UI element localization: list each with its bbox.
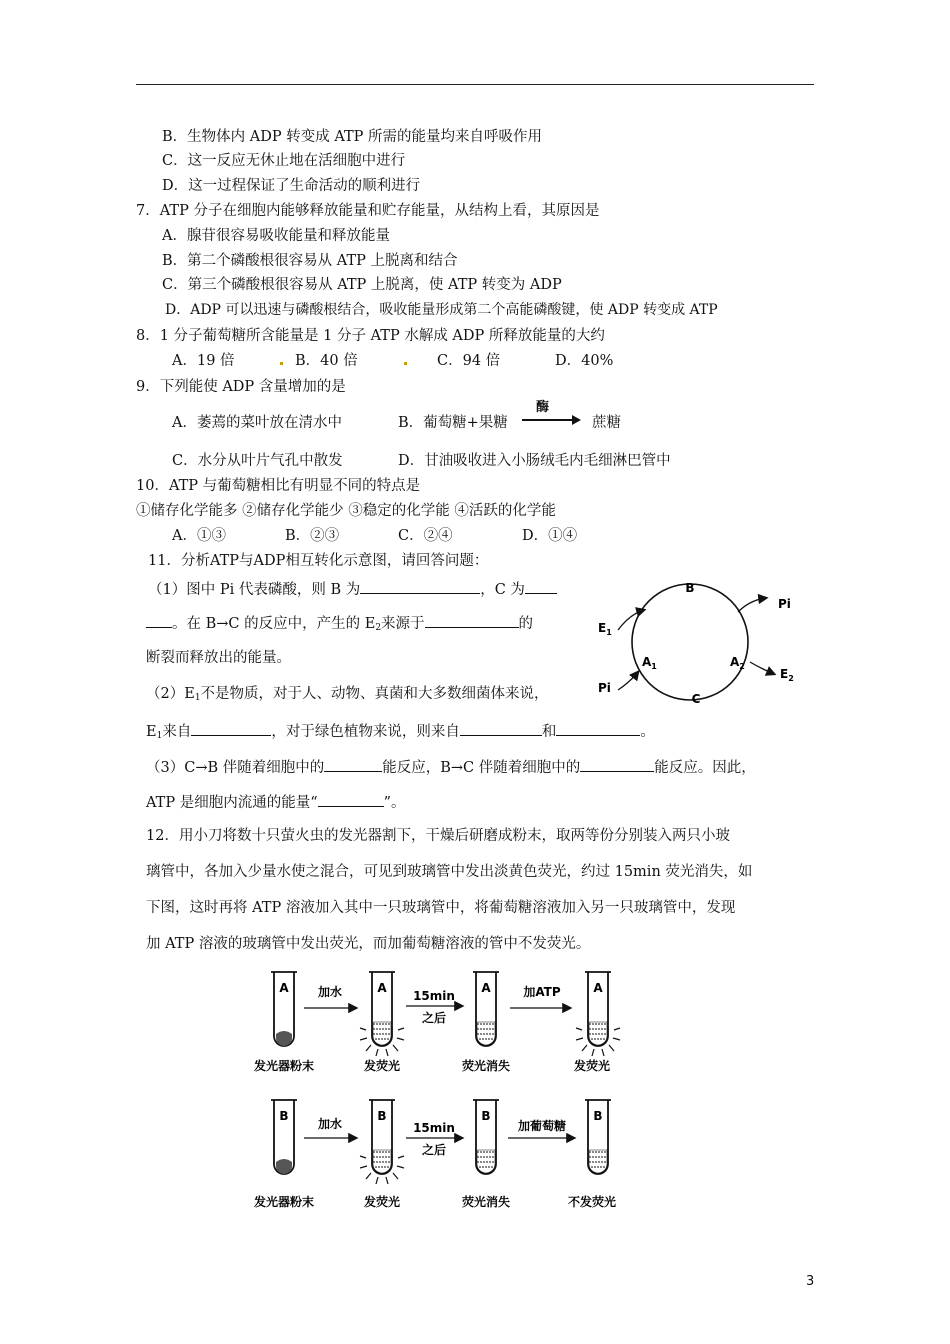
caption-glow: 发荧光 bbox=[363, 1059, 401, 1073]
q11-text: ATP 是细胞内流通的能量“ bbox=[146, 795, 318, 811]
q8-option-c: C．94 倍 bbox=[437, 353, 501, 369]
q9-option-c: C．水分从叶片气孔中散发 bbox=[172, 453, 343, 469]
blank-plant-2[interactable] bbox=[556, 720, 640, 736]
tube-a-label: A bbox=[481, 981, 491, 995]
q8-stem: 8．1 分子葡萄糖所含能量是 1 分子 ATP 水解成 ADP 所释放能量的大约 bbox=[136, 328, 605, 344]
q6-option-b: B．生物体内 ADP 转变成 ATP 所需的能量均来自呼吸作用 bbox=[162, 129, 543, 145]
cycle-label-a2: $A_2$ bbox=[730, 655, 745, 671]
tube-a-label: A bbox=[593, 981, 603, 995]
q11-text: ，对于绿色植物来说，则来自 bbox=[271, 724, 460, 740]
reaction-arrow-icon bbox=[520, 414, 582, 426]
blank-e2-source[interactable] bbox=[425, 612, 519, 628]
firefly-experiment-figure bbox=[240, 966, 640, 1216]
arrow-pi-out-icon bbox=[738, 598, 766, 612]
step-add-glucose: 加葡萄糖 bbox=[517, 1119, 567, 1133]
step-add-water: 加水 bbox=[317, 1117, 343, 1131]
enzyme-label: 酶 bbox=[536, 400, 550, 415]
blank-b[interactable] bbox=[360, 578, 480, 594]
q6-option-d: D．这一过程保证了生命活动的顺利进行 bbox=[162, 178, 421, 194]
step-time: 15min bbox=[413, 1121, 455, 1135]
cycle-label-b: B bbox=[685, 581, 695, 595]
q11-text: （1）图中 Pi 代表磷酸，则 B 为 bbox=[148, 582, 361, 598]
q10-option-b: B．②③ bbox=[285, 528, 340, 544]
q9-option-b-product: 蔗糖 bbox=[592, 415, 621, 431]
q11-text: E bbox=[146, 724, 157, 740]
tube-b-label: B bbox=[279, 1109, 289, 1123]
cycle-label-e2: $E_2$ bbox=[780, 667, 794, 683]
caption-glow: 发荧光 bbox=[573, 1059, 611, 1073]
q11-text: 来源于 bbox=[381, 616, 425, 632]
q9-stem: 9．下列能使 ADP 含量增加的是 bbox=[136, 379, 346, 395]
blank-c-cont[interactable] bbox=[146, 612, 172, 628]
caption-glow: 发荧光 bbox=[363, 1195, 401, 1209]
q11-part2-line1 bbox=[146, 684, 549, 708]
q12-line3: 下图，这时再将 ATP 溶液加入其中一只玻璃管中，将葡萄糖溶液加入另一只玻璃管中，发现 bbox=[146, 900, 736, 916]
q10-option-d: D．①④ bbox=[522, 528, 578, 544]
tube-b-label: B bbox=[593, 1109, 603, 1123]
q7-option-a: A．腺苷很容易吸收能量和释放能量 bbox=[162, 228, 390, 244]
q11-text: （2）E bbox=[146, 686, 195, 702]
q10-stem: 10．ATP 与葡萄糖相比有明显不同的特点是 bbox=[136, 478, 421, 494]
q11-part1-line1 bbox=[148, 578, 557, 600]
q9-option-d: D．甘油吸收进入小肠绒毛内毛细淋巴管中 bbox=[398, 453, 671, 469]
step-time: 15min bbox=[413, 989, 455, 1003]
page-number: 3 bbox=[806, 1274, 815, 1289]
blank-c-to-b[interactable] bbox=[324, 756, 382, 772]
q7-stem: 7．ATP 分子在细胞内能够释放能量和贮存能量，从结构上看，其原因是 bbox=[136, 203, 600, 219]
q7-option-c: C．第三个磷酸根很容易从 ATP 上脱离，使 ATP 转变为 ADP bbox=[162, 277, 562, 293]
cycle-label-e1: $E_1$ bbox=[598, 621, 612, 637]
cycle-circle bbox=[632, 584, 748, 700]
mark-dot bbox=[280, 362, 283, 365]
step-after: 之后 bbox=[421, 1011, 447, 1025]
q11-part1-line2 bbox=[146, 612, 533, 638]
q11-stem: 11．分析ATP与ADP相互转化示意图，请回答问题： bbox=[148, 553, 489, 569]
subscript: 1 bbox=[194, 693, 201, 703]
caption-gone: 荧光消失 bbox=[461, 1059, 511, 1073]
q11-part2-line2 bbox=[146, 720, 655, 746]
q6-option-c: C．这一反应无休止地在活细胞中进行 bbox=[162, 153, 406, 169]
q9-option-a: A．萎蔫的菜叶放在清水中 bbox=[172, 415, 342, 431]
q11-text: （3）C→B 伴随着细胞中的 bbox=[146, 760, 325, 776]
tube-a-label: A bbox=[377, 981, 387, 995]
arrow-pi-in-icon bbox=[618, 672, 638, 690]
q11-part3-line2 bbox=[146, 791, 406, 813]
q11-text: 的 bbox=[518, 616, 534, 632]
q8-option-a: A．19 倍 bbox=[172, 353, 235, 369]
caption-gone: 荧光消失 bbox=[461, 1195, 511, 1209]
step-add-atp: 加ATP bbox=[523, 985, 561, 999]
tube-a-label: A bbox=[279, 981, 289, 995]
q11-text: ，C 为 bbox=[480, 582, 525, 598]
q11-text: 不是物质，对于人、动物、真菌和大多数细菌体来说， bbox=[200, 686, 549, 702]
tube-b-label: B bbox=[481, 1109, 491, 1123]
cycle-label-a1: $A_1$ bbox=[642, 655, 657, 671]
q11-part3-line1 bbox=[146, 756, 756, 778]
subscript: 2 bbox=[375, 623, 382, 633]
q8-option-d: D．40% bbox=[555, 353, 614, 369]
arrow-e2-out-icon bbox=[750, 662, 774, 674]
q10-option-c: C．②④ bbox=[398, 528, 453, 544]
q11-text: 来自 bbox=[162, 724, 192, 740]
q11-text: 能反应。因此， bbox=[654, 760, 756, 776]
q10-option-a: A．①③ bbox=[172, 528, 226, 544]
q12-line2: 璃管中，各加入少量水使之混合，可见到玻璃管中发出淡黄色荧光，约过 15min 荧光消失，如 bbox=[146, 864, 753, 880]
q11-text: 。在 B→C 的反应中，产生的 E bbox=[172, 616, 376, 632]
mark-dot bbox=[404, 362, 407, 365]
atp-cycle-diagram bbox=[590, 578, 820, 710]
q11-text: 和 bbox=[541, 724, 557, 740]
blank-e1-source[interactable] bbox=[191, 720, 271, 736]
subscript: 1 bbox=[156, 731, 163, 741]
blank-currency[interactable] bbox=[318, 791, 384, 807]
q11-part1-line3: 断裂而释放出的能量。 bbox=[146, 650, 291, 666]
header-rule bbox=[136, 84, 814, 85]
q7-option-b: B．第二个磷酸根很容易从 ATP 上脱离和结合 bbox=[162, 253, 458, 269]
q11-text: ”。 bbox=[383, 795, 406, 811]
q10-items: ①储存化学能多 ②储存化学能少 ③稳定的化学能 ④活跃的化学能 bbox=[136, 503, 556, 519]
cycle-label-pi-top: Pi bbox=[778, 597, 791, 611]
caption-powder: 发光器粉末 bbox=[253, 1195, 315, 1209]
blank-plant-1[interactable] bbox=[460, 720, 542, 736]
q11-text: 。 bbox=[640, 724, 655, 740]
caption-noglow: 不发荧光 bbox=[567, 1195, 617, 1209]
step-add-water: 加水 bbox=[317, 985, 343, 999]
caption-powder: 发光器粉末 bbox=[253, 1059, 315, 1073]
blank-c[interactable] bbox=[525, 578, 557, 594]
cycle-label-c: C bbox=[691, 692, 701, 706]
q11-text: 能反应，B→C 伴随着细胞中的 bbox=[382, 760, 581, 776]
q12-line4: 加 ATP 溶液的玻璃管中发出荧光，而加葡萄糖溶液的管中不发荧光。 bbox=[146, 936, 591, 952]
q8-option-b: B．40 倍 bbox=[295, 353, 358, 369]
cycle-label-pi-bottom: Pi bbox=[598, 681, 611, 695]
q7-option-d: D．ADP 可以迅速与磷酸根结合，吸收能量形成第二个高能磷酸键，使 ADP 转变成 ATP bbox=[165, 302, 718, 318]
blank-b-to-c[interactable] bbox=[580, 756, 654, 772]
q12-line1: 12．用小刀将数十只萤火虫的发光器割下，干燥后研磨成粉末，取两等份分别装入两只小玻 bbox=[146, 828, 730, 844]
step-after: 之后 bbox=[421, 1143, 447, 1157]
q9-option-b: B．葡萄糖+果糖 bbox=[398, 415, 508, 431]
tube-b-label: B bbox=[377, 1109, 387, 1123]
